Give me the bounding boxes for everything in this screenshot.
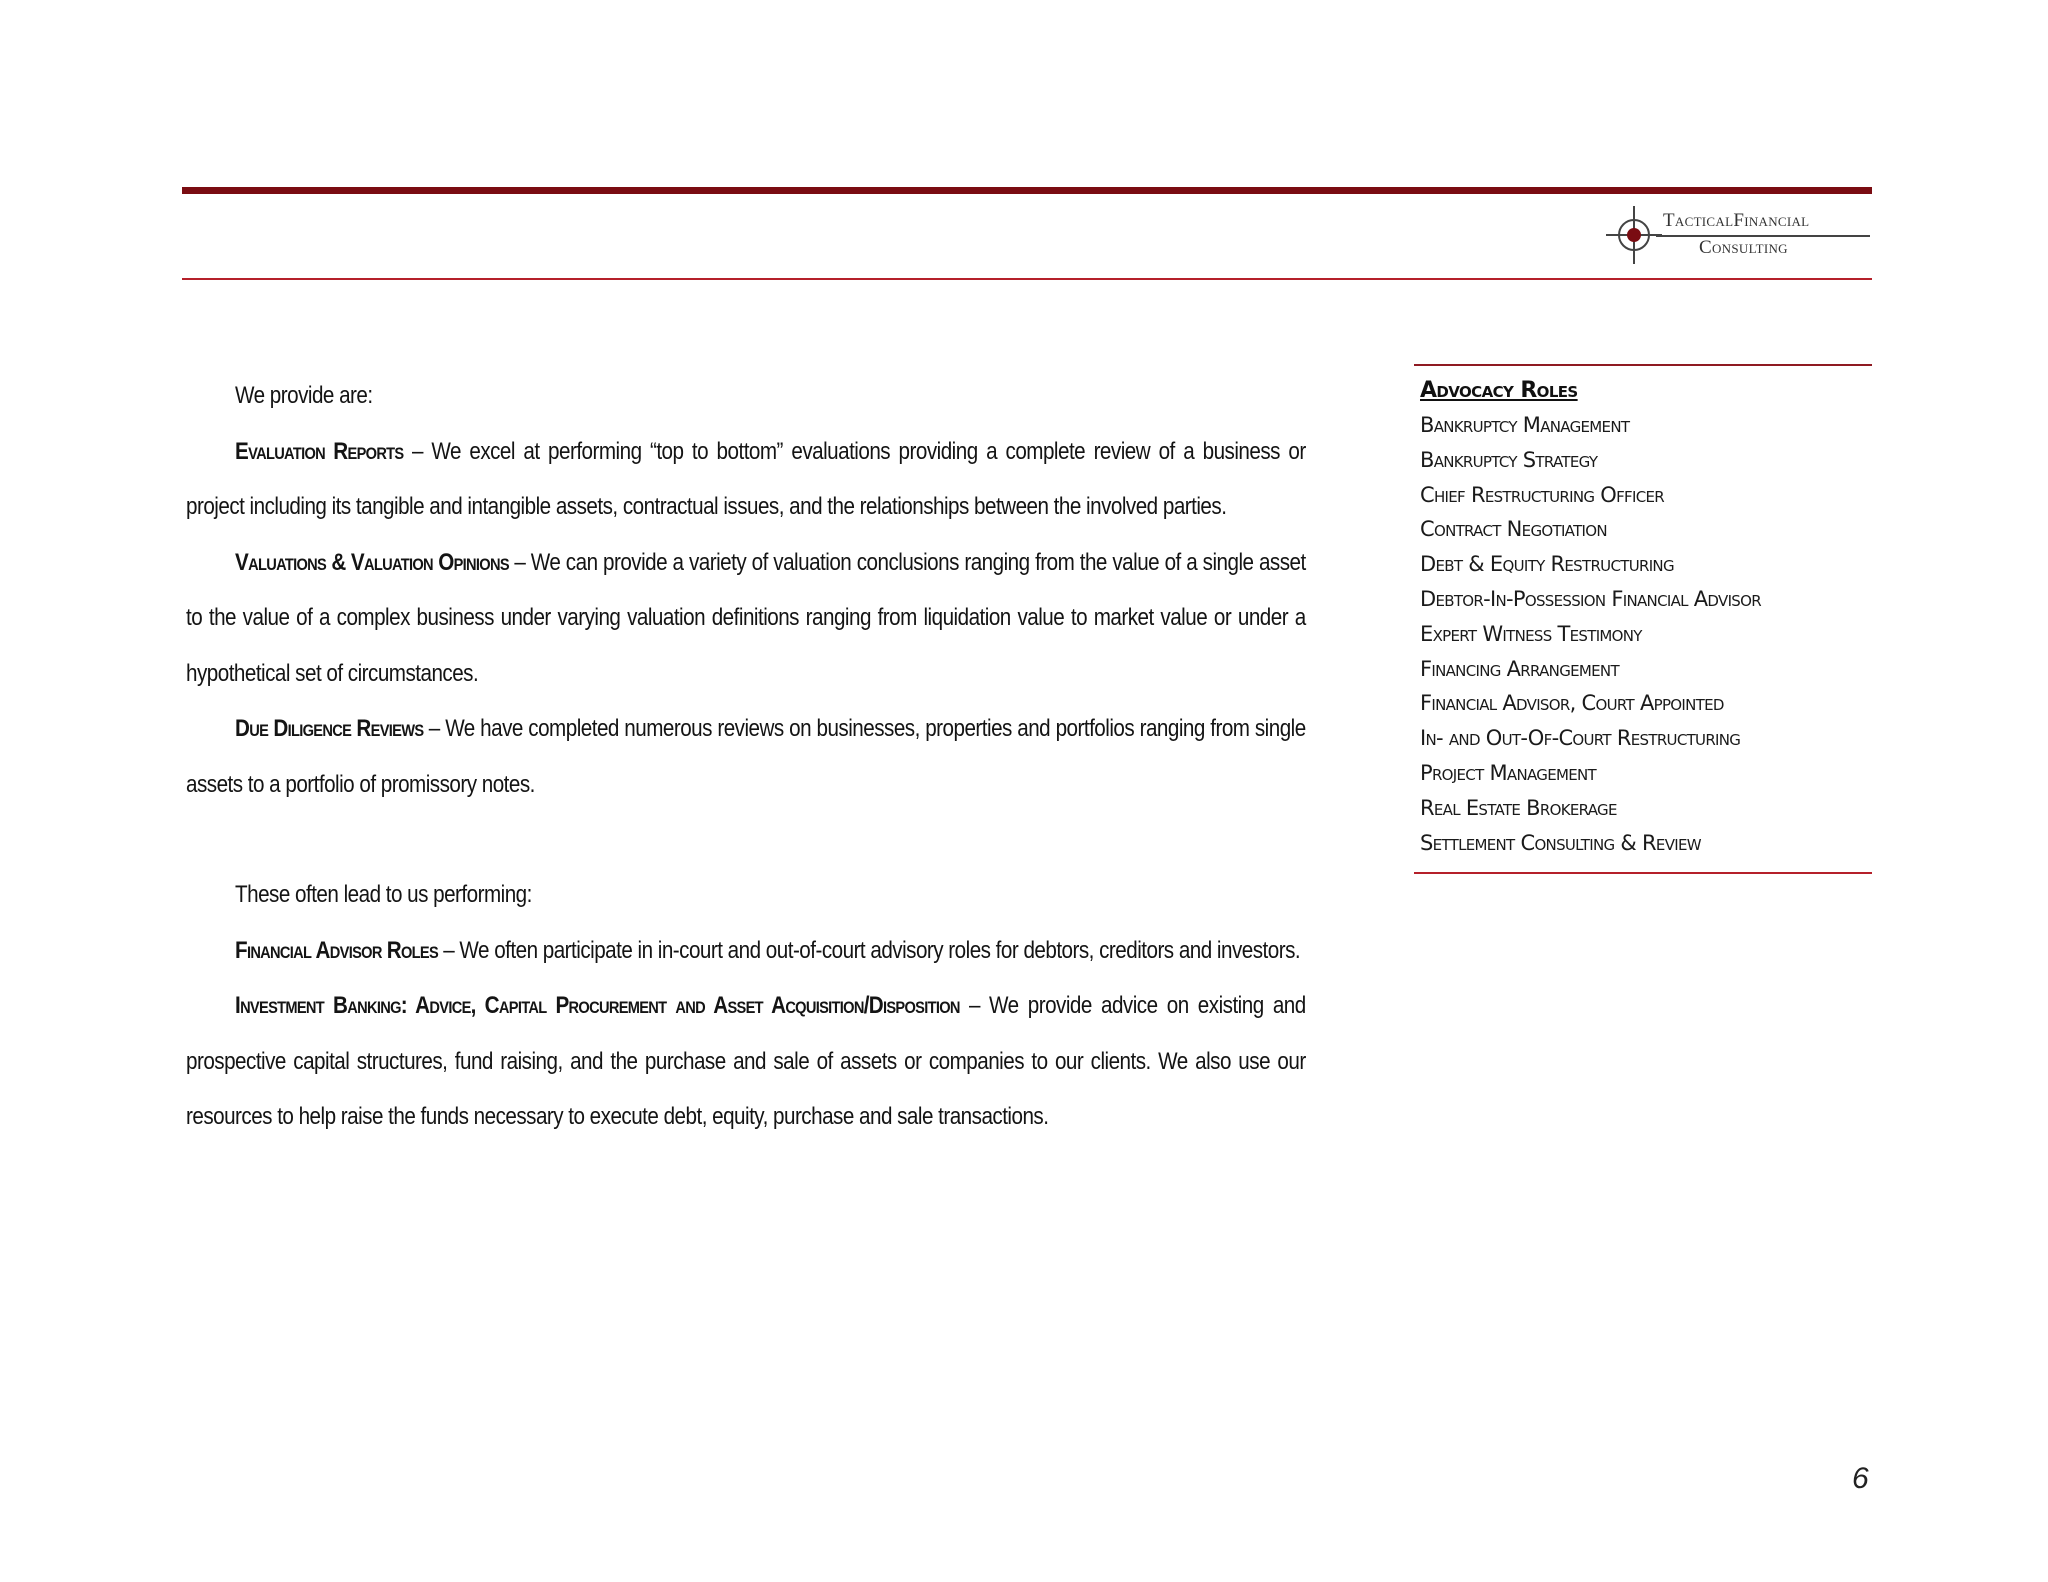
paragraph-text: – We have completed numerous reviews on businesses, properties and portfolios ranging from single assets to a portfolio of promissory notes. [186,715,1306,798]
page-number: 6 [1852,1462,1869,1495]
list-item: Bankruptcy Strategy [1420,447,1598,472]
sidebar-top-rule [1414,364,1872,366]
paragraph-text: – We provide advice on existing and prospective capital structures, fund raising, and the purchase and sale of assets or companies to our clients. We also use our resources to help raise the funds necessary to execute debt, equity, purchase and sale transactions. [186,992,1306,1130]
paragraph-valuations [186,535,1306,702]
paragraph-financial-advisor [186,923,1306,979]
header-top-rule [182,187,1872,194]
list-item: Debtor-In-Possession Financial Advisor [1420,586,1761,611]
sidebar-bottom-rule [1414,872,1872,874]
list-item: Financial Advisor, Court Appointed [1420,691,1724,716]
sidebar-title: Advocacy Roles [1420,378,1578,403]
logo-line-1: TacticalFinancial [1663,210,1810,231]
advocacy-roles-sidebar [1414,364,1872,874]
list-item: Chief Restructuring Officer [1420,482,1664,507]
paragraph-spacer [186,812,1306,867]
paragraph-evaluation-reports [186,424,1306,535]
list-item: Settlement Consulting & Review [1420,830,1701,855]
term-heading: Valuations & Valuation Opinions [235,548,509,576]
paragraph-text: – We can provide a variety of valuation conclusions ranging from the value of a single asset to the value of a complex business under varying valuation definitions ranging from liquidation value to market value or under a hypothetical set of circumstances. [186,548,1306,687]
list-item: Expert Witness Testimony [1420,621,1642,646]
paragraph-investment-banking [186,978,1306,1145]
main-content [186,368,1306,1145]
intro-paragraph-2: These often lead to us performing: [235,881,532,908]
paragraph-text: – We excel at performing “top to bottom” evaluations providing a complete review of a business or project including its tangible and intangible assets, contractual issues, and the relationships between the involved parties. [186,437,1306,520]
list-item: Contract Negotiation [1420,517,1607,542]
term-heading: Due Diligence Reviews [235,715,424,742]
logo-line-2: Consulting [1699,237,1788,258]
sidebar-list [1414,408,1872,860]
list-item: In- and Out-Of-Court Restructuring [1420,726,1741,751]
intro-paragraph: We provide are: [235,382,373,409]
company-logo [1606,204,1872,266]
paragraph-due-diligence [186,701,1306,812]
term-heading: Evaluation Reports [235,437,404,465]
header-bottom-rule [182,278,1872,280]
term-heading: Investment Banking: Advice, Capital Procurement and Asset Acquisition/Disposition [235,992,960,1019]
crosshair-icon [1606,204,1662,266]
list-item: Debt & Equity Restructuring [1420,552,1674,577]
term-heading: Financial Advisor Roles [235,936,439,964]
list-item: Real Estate Brokerage [1420,795,1617,820]
paragraph-text: – We often participate in in-court and out-of-court advisory roles for debtors, creditors and investors. [438,936,1301,964]
list-item: Financing Arrangement [1420,656,1619,681]
list-item: Bankruptcy Management [1420,413,1630,437]
list-item: Project Management [1420,760,1597,785]
